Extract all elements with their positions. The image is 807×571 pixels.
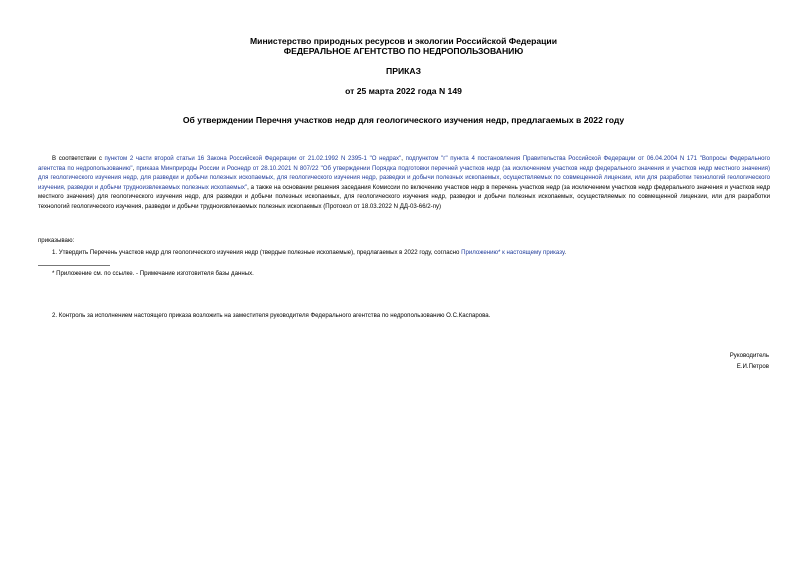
doc-date-number: от 25 марта 2022 года N 149	[345, 86, 462, 96]
item-2: 2. Контроль за исполнением настоящего приказа возложить на заместителя руководителя Федерального агентства по недропользованию О.С.Каспарова.	[52, 312, 491, 319]
government-decree-link[interactable]: подпунктом "г" пункта 4 постановления Правительства Российской Федерации от 06.04.2004 N 171 "Вопросы Федерального агентства по недропользованию"	[38, 155, 771, 172]
preamble-paragraph	[38, 154, 770, 212]
preamble-text-2: ,	[401, 155, 406, 162]
doc-type: ПРИКАЗ	[386, 66, 421, 76]
preamble-text-3: ,	[132, 164, 137, 172]
appendix-link[interactable]: Приложению* к настоящему приказу	[461, 249, 565, 256]
order-word: приказываю:	[38, 237, 75, 244]
footnote-divider	[38, 265, 110, 266]
footnote: * Приложение см. по ссылке. - Примечание изготовителя базы данных.	[52, 270, 254, 277]
agency-heading: ФЕДЕРАЛЬНОЕ АГЕНТСТВО ПО НЕДРОПОЛЬЗОВАНИЮ	[283, 46, 524, 56]
preamble-text-4: , а также на основании решения заседания Комиссии по включению участков недр в перечень участков недр (за исключением участков недр федерального значения и участков недр местного значения) для геологического изучения недр, для разведки и добычи полезных ископаемых, для геологического изучения недр, разведки и добычи полезных ископаемых, осуществляемых по совмещенной лицензии, или для разработки технологий геологического изучения, разведки и добычи трудноизвлекаемых полезных ископаемых (Протокол от 18.03.2022 N ДД-03-66/2-пу)	[38, 183, 770, 210]
item-1-end: .	[564, 249, 567, 256]
doc-title: Об утверждении Перечня участков недр для геологического изучения недр, предлагаемых в 2022 году	[182, 115, 625, 125]
item-1	[38, 248, 770, 258]
law-link[interactable]: пунктом 2 части второй статьи 16 Закона Российской Федерации от 21.02.1992 N 2395-1 "О недрах"	[104, 155, 402, 162]
ministry-order-link[interactable]: приказа Минприроды России и Роснедр от 28.10.2021 N 807/22 "Об утверждении Порядка подготовки перечней участков недр (за исключением участков недр федерального значения и участков недр местного значения) для геологического изучения недр, для разведки и добычи полезных ископаемых, для геологического изучения недр, разведки и добычи полезных ископаемых, осуществляемых по совмещенной лицензии, или для разработки технологий геологического изучения, разведки и добычи трудноизвлекаемых полезных ископаемых"	[38, 164, 770, 191]
ministry-heading: Министерство природных ресурсов и экологии Российской Федерации	[250, 36, 557, 46]
item-1-text: 1. Утвердить Перечень участков недр для геологического изучения недр (твердые полезные ископаемые), предлагаемых в 2022 году, согласно	[52, 249, 462, 256]
signature-position: Руководитель	[729, 352, 769, 359]
signature-name: Е.И.Петров	[736, 363, 769, 370]
preamble-text-1: В соответствии с	[52, 155, 105, 162]
